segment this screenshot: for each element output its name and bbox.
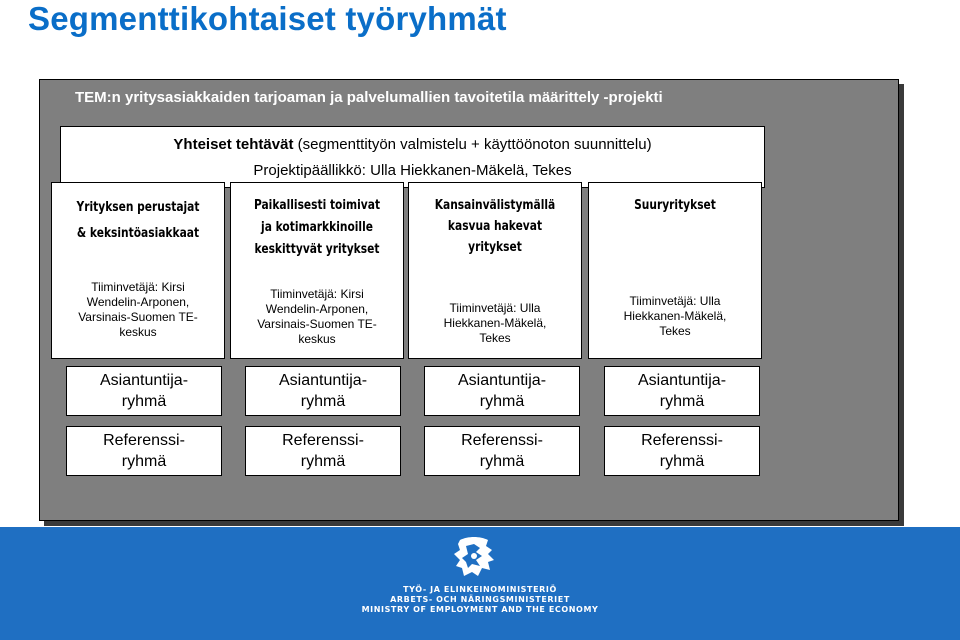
page-title: Segmenttikohtaiset työryhmät (28, 0, 507, 37)
team-leader-line: Hiekkanen-Mäkelä, (623, 309, 727, 323)
project-subtitle: TEM:n yritysasiakkaiden tarjoaman ja palvelumallien tavoitetila määrittely -projekti (75, 89, 663, 106)
team-leader-line: Wendelin-Arponen, (265, 302, 369, 316)
reference-group-box (604, 426, 760, 476)
team-leader-line: keskus (119, 325, 157, 339)
segment-title-line: Kansainvälistymällä (434, 198, 556, 213)
segment-title-line: Suuryritykset (634, 198, 716, 213)
ministry-lion-logo-icon (450, 534, 500, 582)
reference-group-box (66, 426, 222, 476)
team-leader-line: Tekes (659, 324, 691, 338)
expert-group-box (604, 366, 760, 416)
reference-group-line: Referenssi- (103, 432, 185, 449)
segment-title-line: keskittyvät yritykset (254, 242, 380, 257)
reference-group-line: ryhmä (300, 453, 346, 470)
segment-column-4 (588, 182, 762, 359)
expert-group-line: ryhmä (479, 393, 525, 410)
expert-group-line: Asiantuntija- (99, 372, 189, 389)
team-leader (595, 294, 755, 339)
segment-column-1 (51, 182, 225, 359)
reference-group-line: ryhmä (121, 453, 167, 470)
segment-title (67, 195, 208, 247)
ministry-name (360, 585, 600, 615)
expert-group-line: ryhmä (300, 393, 346, 410)
team-leader-line: keskus (298, 332, 336, 346)
segment-title (246, 195, 387, 261)
team-leader-line: Wendelin-Arponen, (86, 295, 190, 309)
segment-title-line: yritykset (468, 240, 522, 255)
reference-group-line: ryhmä (479, 453, 525, 470)
ministry-name-line: ARBETS- OCH NÄRINGSMINISTERIET (390, 595, 570, 604)
team-leader-line: Tiiminvetäjä: Ulla (449, 301, 541, 315)
segment-title-line: ja kotimarkkinoille (261, 220, 373, 235)
expert-group-box (424, 366, 580, 416)
segment-title (604, 195, 745, 217)
reference-group-box (424, 426, 580, 476)
reference-group-line: ryhmä (659, 453, 705, 470)
expert-group-line: Asiantuntija- (278, 372, 368, 389)
reference-group-line: Referenssi- (282, 432, 364, 449)
segment-title-line: & keksintöasiakkaat (76, 226, 200, 241)
ministry-name-line: MINISTRY OF EMPLOYMENT AND THE ECONOMY (361, 605, 599, 614)
reference-group-line: Referenssi- (461, 432, 543, 449)
project-manager: Projektipäällikkö: Ulla Hiekkanen-Mäkelä, Tekes (253, 162, 572, 179)
team-leader-line: Varsinais-Suomen TE- (257, 317, 377, 331)
common-tasks-box (60, 126, 765, 188)
common-tasks-rest: (segmenttityön valmistelu + käyttöönoton suunnittelu) (293, 136, 652, 153)
expert-group-line: Asiantuntija- (457, 372, 547, 389)
team-leader-line: Tiiminvetäjä: Kirsi (270, 287, 364, 301)
team-leader-line: Tiiminvetäjä: Kirsi (91, 280, 185, 294)
team-leader (415, 301, 575, 346)
expert-group-box (66, 366, 222, 416)
team-leader-line: Tiiminvetäjä: Ulla (629, 294, 721, 308)
team-leader (237, 287, 397, 347)
expert-group-line: Asiantuntija- (637, 372, 727, 389)
segment-title-line: Paikallisesti toimivat (253, 198, 381, 213)
segment-title (424, 195, 565, 258)
segment-title-line: kasvua hakevat (447, 219, 543, 234)
team-leader-line: Hiekkanen-Mäkelä, (443, 316, 547, 330)
ministry-name-line: TYÖ- JA ELINKEINOMINISTERIÖ (403, 585, 557, 594)
team-leader-line: Tekes (479, 331, 511, 345)
common-tasks-heading (61, 136, 764, 153)
segment-title-line: Yrityksen perustajat (76, 200, 200, 215)
expert-group-line: ryhmä (121, 393, 167, 410)
segment-column-3 (408, 182, 582, 359)
expert-group-box (245, 366, 401, 416)
reference-group-box (245, 426, 401, 476)
segment-column-2 (230, 182, 404, 359)
expert-group-line: ryhmä (659, 393, 705, 410)
team-leader-line: Varsinais-Suomen TE- (78, 310, 198, 324)
team-leader (58, 280, 218, 340)
common-tasks-bold: Yhteiset tehtävät (173, 136, 294, 153)
reference-group-line: Referenssi- (641, 432, 723, 449)
